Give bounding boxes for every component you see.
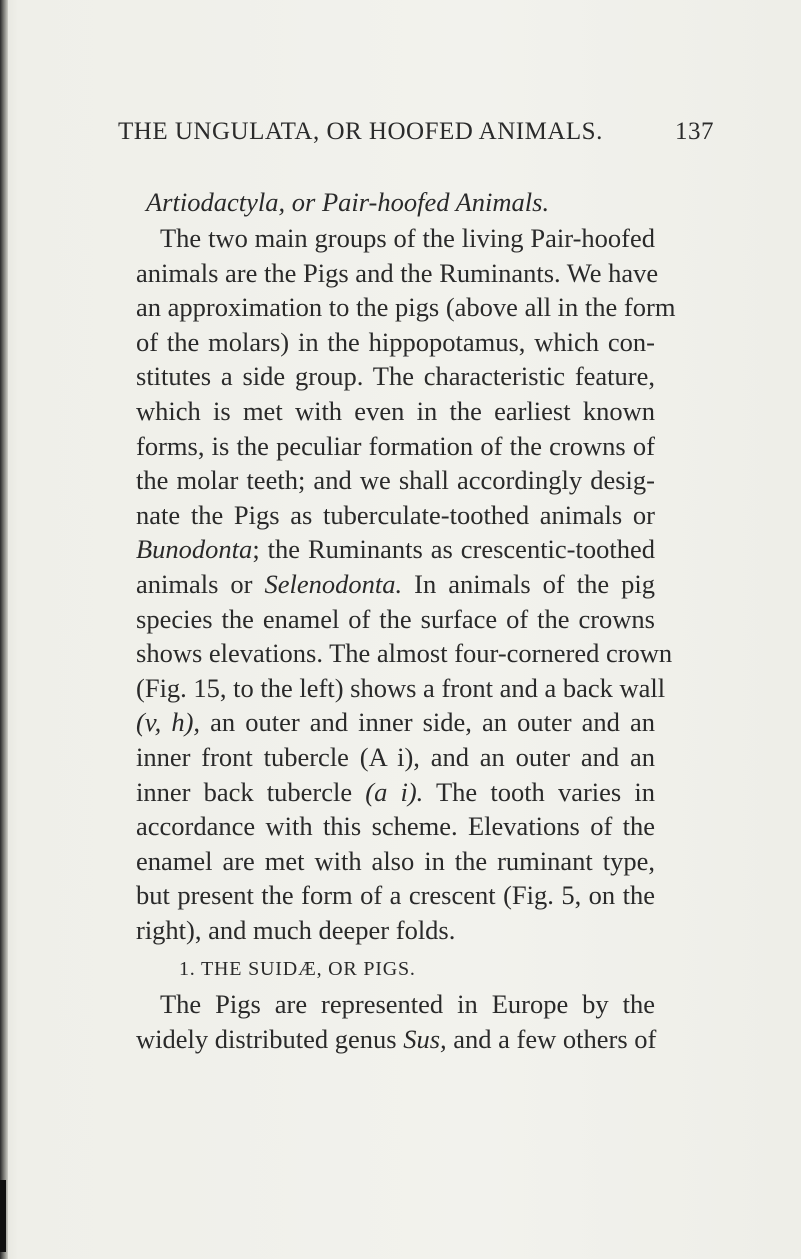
paragraph1-line-2: animals are the Pigs and the Ruminants. We have bbox=[136, 257, 659, 288]
paragraph1-line-9: nate the Pigs as tuberculate-toothed animals or bbox=[136, 499, 655, 530]
term-selenodonta: Selenodonta. bbox=[264, 568, 403, 599]
paragraph1-line-19: enamel are met with also in the ruminant type, bbox=[136, 845, 655, 876]
subsection-heading bbox=[136, 183, 655, 221]
binding-mark bbox=[0, 1180, 6, 1252]
paragraph1-line-21: right), and much deeper folds. bbox=[136, 914, 456, 945]
paragraph1-line-10: Bunodonta; the Ruminants as crescentic-toothed bbox=[136, 534, 655, 565]
heading-latin-name: Artiodactyla, bbox=[146, 187, 286, 217]
heading-common-name: Pair-hoofed Animals. bbox=[321, 187, 550, 217]
section-title: 1. THE SUIDÆ, OR PIGS. bbox=[179, 958, 416, 981]
paragraph2-line-2: widely distributed genus Sus, and a few others of bbox=[136, 1024, 657, 1055]
paragraph1-line-18: accordance with this scheme. Elevations of the bbox=[136, 811, 655, 842]
paragraph1-line-7: forms, is the peculiar formation of the crowns of bbox=[136, 430, 655, 461]
paragraph1-line-15: (v, h), an outer and inner side, an outer and an bbox=[136, 707, 655, 738]
paragraph2-line-1: The Pigs are represented in Europe by the bbox=[160, 989, 655, 1020]
paragraph1-line-8: the molar teeth; and we shall accordingly desig- bbox=[136, 465, 655, 496]
paragraph1-line-12: species the enamel of the surface of the crowns bbox=[136, 603, 655, 634]
running-title: THE UNGULATA, OR HOOFED ANIMALS. bbox=[118, 118, 603, 145]
paragraph1-line-5: stitutes a side group. The characteristic feature, bbox=[136, 361, 655, 392]
page-binding-edge bbox=[0, 0, 8, 1259]
term-bunodonta: Bunodonta bbox=[136, 534, 253, 565]
term-v-h: (v, h), bbox=[136, 707, 201, 738]
paragraph1-line-16: inner front tubercle (A i), and an outer and an bbox=[136, 741, 655, 772]
paragraph1-line-13: shows elevations. The almost four-cornered crown bbox=[136, 638, 673, 669]
paragraph1-line-1: The two main groups of the living Pair-hoofed bbox=[160, 223, 655, 253]
paragraph1-line-3: an approximation to the pigs (above all in the form bbox=[136, 292, 676, 323]
paragraph1-line-4: of the molars) in the hippopotamus, which con- bbox=[136, 326, 655, 357]
paragraph1-line-11: animals or Selenodonta. In animals of the pig bbox=[136, 568, 656, 599]
paragraph1-line-6: which is met with even in the earliest known bbox=[136, 395, 655, 426]
heading-connector: or bbox=[291, 187, 316, 217]
term-a-i: (a i). bbox=[365, 776, 424, 807]
term-sus: Sus, bbox=[403, 1024, 447, 1055]
page-number: 137 bbox=[675, 118, 714, 145]
body-text bbox=[136, 183, 676, 1057]
paragraph1-line-20: but present the form of a crescent (Fig. 5, on the bbox=[136, 880, 655, 911]
paragraph1-line-14: (Fig. 15, to the left) shows a front and a back wall bbox=[136, 672, 666, 703]
paragraph1-line-17: inner back tubercle (a i). The tooth varies in bbox=[136, 776, 655, 807]
